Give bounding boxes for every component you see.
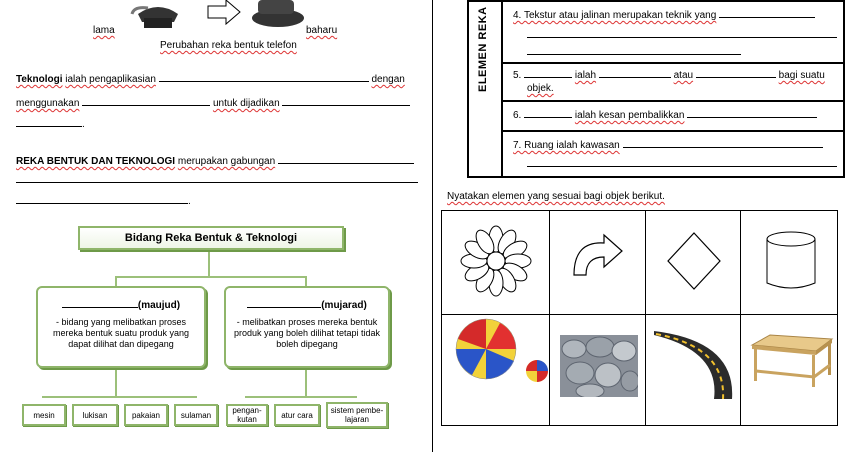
answer-line xyxy=(16,182,418,183)
rocks-icon xyxy=(560,335,638,397)
connector xyxy=(42,396,197,398)
label-baharu: baharu xyxy=(306,25,338,36)
row-divider xyxy=(503,62,843,64)
elemen-side-cell xyxy=(469,2,503,178)
maujud-heading: (maujud) xyxy=(38,298,204,311)
answer-line xyxy=(527,166,837,167)
mujarad-desc: - melibatkan proses mereka bentuk produk yang boleh dilihat tetapi tidak boleh dipegang xyxy=(233,317,381,349)
maujud-desc: - bidang yang melibatkan proses mereka bentuk suatu produk yang dapat dilihat dan dipegang xyxy=(52,317,190,349)
row-4: 4. Tekstur atau jalinan merupakan teknik yang xyxy=(513,8,839,21)
connector xyxy=(115,276,305,278)
table-icon xyxy=(748,331,834,391)
mujarad-box xyxy=(224,286,390,368)
instruction: Nyatakan elemen yang sesuai bagi objek berikut. xyxy=(447,191,665,202)
connector xyxy=(245,396,357,398)
item-pakaian: pakaian xyxy=(124,404,168,426)
phone-change-illustration xyxy=(118,0,318,30)
grid-line xyxy=(645,211,646,425)
chart-title: Bidang Reka Bentuk & Teknologi xyxy=(78,226,344,250)
mujarad-heading: (mujarad) xyxy=(226,298,388,311)
teknologi-line-2: menggunakan untuk dijadikan xyxy=(16,96,420,109)
rotate-arrow-icon xyxy=(566,231,630,291)
connector xyxy=(208,252,210,276)
row-divider xyxy=(503,130,843,132)
answer-line xyxy=(527,37,837,38)
row-divider xyxy=(503,100,843,102)
diamond-icon xyxy=(664,229,724,293)
objects-grid xyxy=(441,210,838,426)
page-divider xyxy=(432,0,433,452)
item-sistem-pembelajaran: sistem pembe-lajaran xyxy=(326,402,388,428)
connector xyxy=(305,276,307,286)
elemen-side-label: ELEMEN REKA xyxy=(477,6,489,92)
row-5-end: objek. xyxy=(527,83,554,94)
cylinder-icon xyxy=(764,229,818,295)
connector xyxy=(115,370,117,396)
right-arrow-icon xyxy=(208,0,240,24)
teknologi-line-3: . xyxy=(16,117,85,130)
rekabentuk-line-3: . xyxy=(16,194,191,207)
connector xyxy=(115,276,117,286)
phone-caption: Perubahan reka bentuk telefon xyxy=(160,40,297,51)
road-icon xyxy=(650,331,738,401)
rekabentuk-line-1: REKA BENTUK DAN TEKNOLOGI merupakan gabungan xyxy=(16,154,420,167)
connector xyxy=(305,370,307,396)
flower-icon xyxy=(460,225,532,297)
item-atur-cara: atur cara xyxy=(274,404,320,426)
row-7: 7. Ruang ialah kawasan xyxy=(513,138,841,151)
row-6: 6. ialah kesan pembalikkan xyxy=(513,108,841,121)
item-sulaman: sulaman xyxy=(174,404,218,426)
label-lama: lama xyxy=(93,25,115,36)
answer-line xyxy=(527,54,741,55)
beach-ball-icon xyxy=(450,315,550,387)
elemen-table xyxy=(467,0,845,178)
new-phone-icon xyxy=(252,0,304,27)
row-5: 5. ialah atau bagi suatu xyxy=(513,70,825,81)
maujud-box xyxy=(36,286,206,368)
item-lukisan: lukisan xyxy=(72,404,118,426)
teknologi-line-1: Teknologi ialah pengaplikasian dengan xyxy=(16,74,405,85)
item-mesin: mesin xyxy=(22,404,66,426)
old-phone-icon xyxy=(132,7,178,28)
grid-line xyxy=(740,211,741,425)
item-pengankutan: pengan-kutan xyxy=(226,404,268,426)
